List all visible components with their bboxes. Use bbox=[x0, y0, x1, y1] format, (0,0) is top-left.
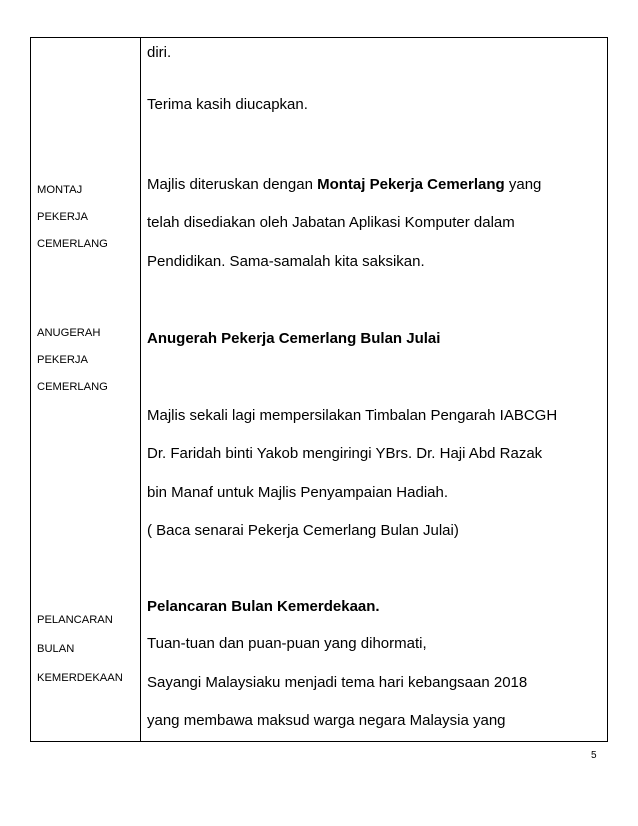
text-line: yang membawa maksud warga negara Malaysia yang bbox=[147, 712, 506, 729]
label-anugerah-1: ANUGERAH bbox=[37, 327, 101, 339]
montaj-paragraph-line bbox=[147, 176, 541, 194]
text-line: Dr. Faridah binti Yakob mengiringi YBrs. Dr. Haji Abd Razak bbox=[147, 445, 543, 462]
label-pelancaran-2: BULAN bbox=[37, 643, 75, 655]
script-table bbox=[30, 37, 608, 742]
text-line: telah disediakan oleh Jabatan Aplikasi Komputer dalam bbox=[147, 214, 515, 231]
text-line: Majlis sekali lagi mempersilakan Timbalan Pengarah IABCGH bbox=[147, 407, 558, 424]
text-line: Pendidikan. Sama-samalah kita saksikan. bbox=[147, 253, 425, 270]
text-run: yang bbox=[504, 176, 542, 193]
text-line: Terima kasih diucapkan. bbox=[147, 96, 308, 113]
section-heading: Anugerah Pekerja Cemerlang Bulan Julai bbox=[147, 330, 441, 347]
text-line: bin Manaf untuk Majlis Penyampaian Hadiah. bbox=[147, 484, 449, 501]
label-anugerah-3: CEMERLANG bbox=[37, 381, 108, 393]
label-montaj-1: MONTAJ bbox=[37, 184, 83, 196]
label-montaj-2: PEKERJA bbox=[37, 211, 88, 223]
label-pelancaran-3: KEMERDEKAAN bbox=[37, 672, 123, 684]
text-line: ( Baca senarai Pekerja Cemerlang Bulan Julai) bbox=[147, 522, 459, 539]
section-heading: Pelancaran Bulan Kemerdekaan. bbox=[147, 598, 380, 615]
column-divider bbox=[140, 38, 141, 741]
text-run: Majlis diteruskan dengan bbox=[147, 176, 318, 193]
text-line: diri. bbox=[147, 44, 172, 61]
text-line: Sayangi Malaysiaku menjadi tema hari kebangsaan 2018 bbox=[147, 674, 528, 691]
label-montaj-3: CEMERLANG bbox=[37, 238, 108, 250]
text-line: Tuan-tuan dan puan-puan yang dihormati, bbox=[147, 635, 427, 652]
label-pelancaran-1: PELANCARAN bbox=[37, 614, 113, 626]
page-number: 5 bbox=[591, 750, 597, 761]
bold-term: Montaj Pekerja Cemerlang bbox=[317, 176, 505, 193]
label-anugerah-2: PEKERJA bbox=[37, 354, 88, 366]
